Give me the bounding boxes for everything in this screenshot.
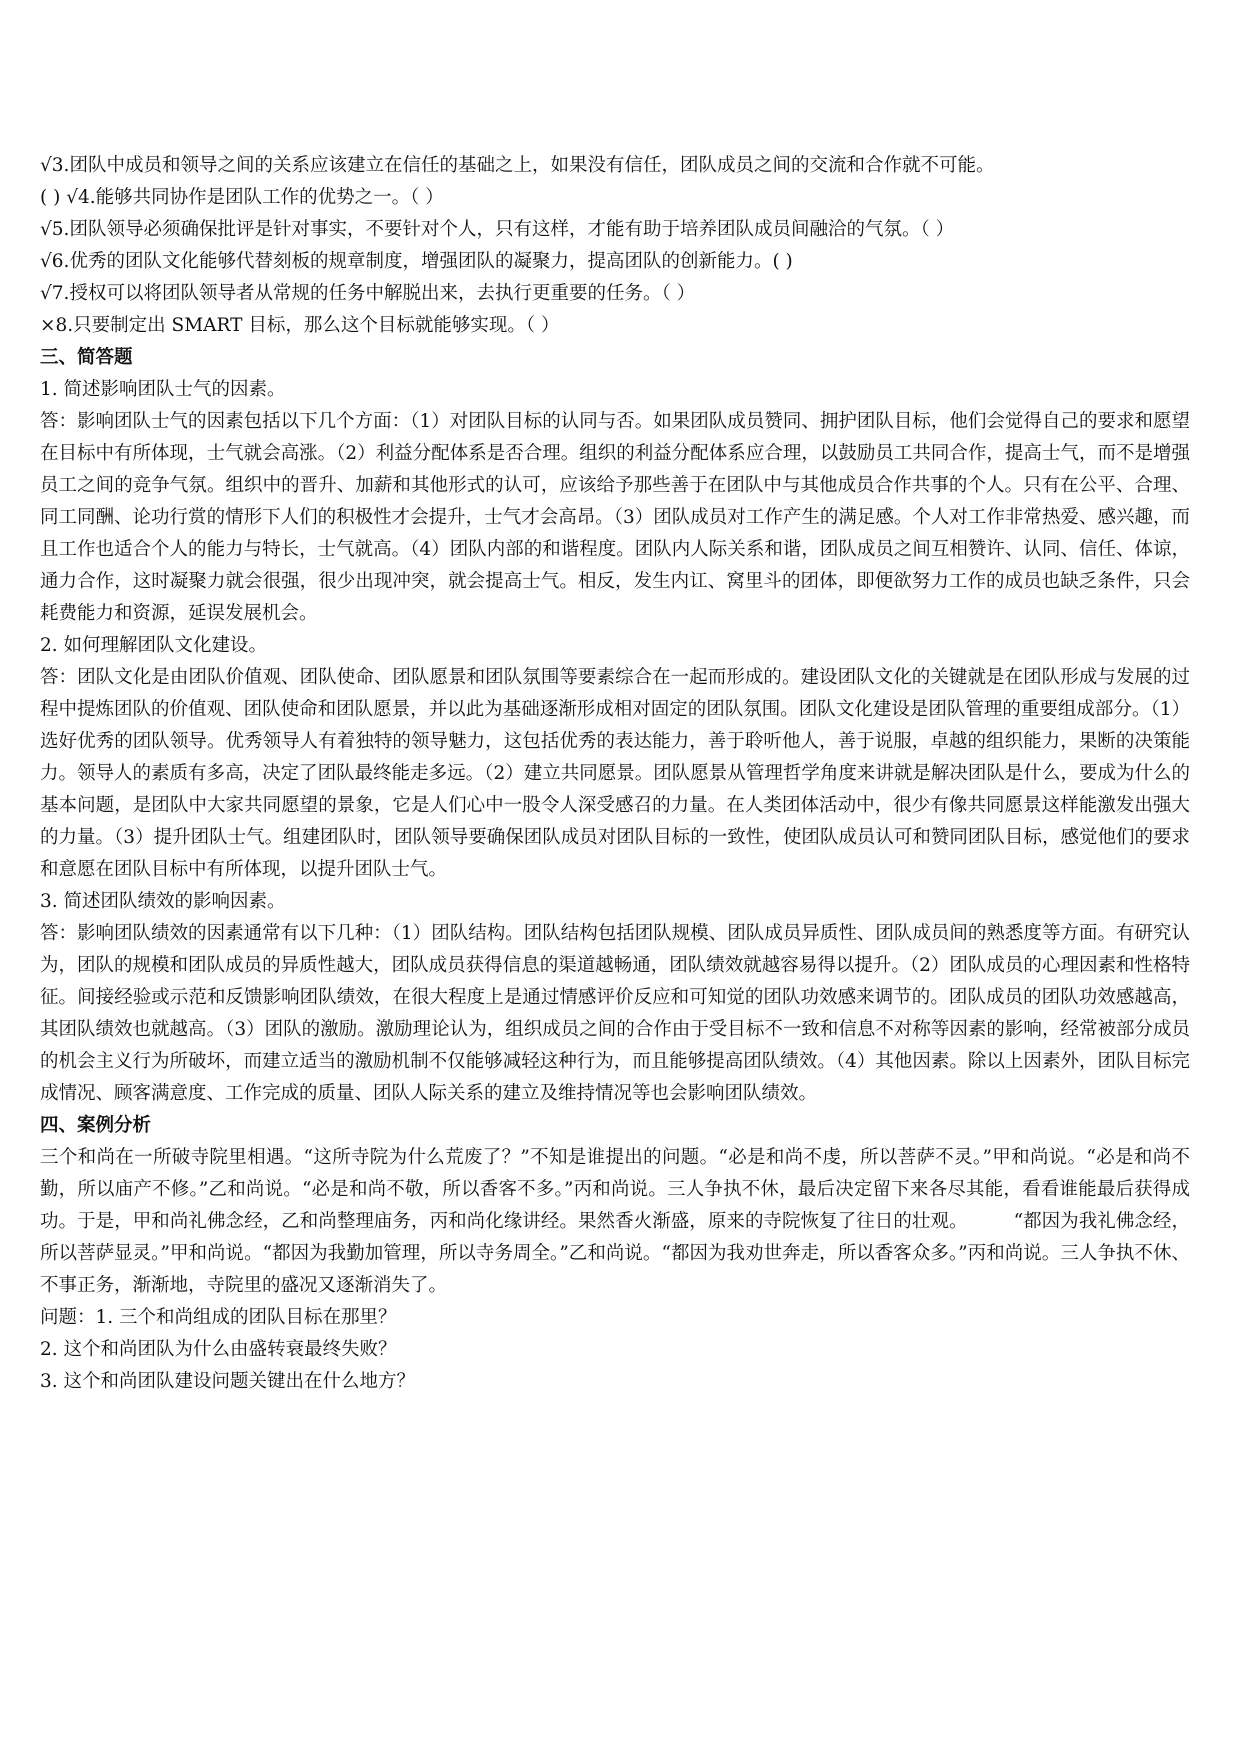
judgment-item-4: ( ) √4.能够共同协作是团队工作的优势之一。（ ） (40, 187, 444, 208)
answer-1: 答：影响团队士气的因素包括以下几个方面：（1）对团队目标的认同与否。如果团队成员赞同、拥护团队目标，他们会觉得自己的要求和愿望在目标中有所体现，士气就会高涨。（2）利益分配体系是否合理。组织的利益分配体系应合理，以鼓励员工共同合作，提高士气，而不是增强员工之间的竞争气氛。组织中的晋升、加薪和其他形式的认可，应该给予那些善于在团队中与其他成员合作共事的个人。只有在公平、合理、同工同酬、论功行赏的情形下人们的积极性才会提升，士气才会高昂。（3）团队成员对工作产生的满足感。个人对工作非常热爱、感兴趣，而且工作也适合个人的能力与特长，士气就高。（4）团队内部的和谐程度。团队内人际关系和谐，团队成员之间互相赞许、认同、信任、体谅，通力合作，这时凝聚力就会很强，很少出现冲突，就会提高士气。相反，发生内讧、窝里斗的团体，即便欲努力工作的成员也缺乏条件，只会耗费能力和资源，延误发展机会。 (40, 411, 1190, 624)
case-question-1: 问题：1. 三个和尚组成的团队目标在那里？ (40, 1307, 397, 1328)
case-text-part-1: 三个和尚在一所破寺院里相遇。“这所寺院为什么荒废了？”不知是谁提出的问题。“必是和尚不虔，所以菩萨不灵。”甲和尚说。“必是和尚不勤，所以庙产不修。”乙和尚说。“必是和尚不敬，所以香客不多。”丙和尚说。三人争执不休，最后决定留下来各尽其能，看看谁能最后获得成功。于是，甲和尚礼佛念经，乙和尚整理庙务，丙和尚化缘讲经。果然香火渐盛，原来的寺院恢复了往日的壮观。 (40, 1147, 1190, 1232)
section-title-short-answer: 三、简答题 (40, 347, 133, 368)
case-question-3: 3. 这个和尚团队建设问题关键出在什么地方？ (40, 1371, 416, 1392)
judgment-item-3: √3.团队中成员和领导之间的关系应该建立在信任的基础之上，如果没有信任，团队成员之间的交流和合作就不可能。 (40, 155, 995, 176)
case-text-part-2: “都因为我礼佛念经，所以菩萨显灵。”甲和尚说。“都因为我勤加管理，所以寺务周全。”乙和尚说。“都因为我劝世奔走，所以香客众多。”丙和尚说。三人争执不休、不事正务，渐渐地，寺院里的盛况又逐渐消失了。 (40, 1211, 1190, 1296)
document-page (40, 150, 1190, 1398)
section-title-case-analysis: 四、案例分析 (40, 1115, 152, 1136)
judgment-item-8: ×8.只要制定出 SMART 目标，那么这个目标就能够实现。（ ） (40, 315, 560, 336)
judgment-item-7: √7.授权可以将团队领导者从常规的任务中解脱出来，去执行更重要的任务。（ ） (40, 283, 696, 304)
case-text (40, 1142, 1190, 1302)
answer-3: 答：影响团队绩效的因素通常有以下几种：（1）团队结构。团队结构包括团队规模、团队成员异质性、团队成员间的熟悉度等方面。有研究认为，团队的规模和团队成员的异质性越大，团队成员获得信息的渠道越畅通，团队绩效就越容易得以提升。（2）团队成员的心理因素和性格特征。间接经验或示范和反馈影响团队绩效，在很大程度上是通过情感评价反应和可知觉的团队功效感来调节的。团队成员的团队功效感越高，其团队绩效也就越高。（3）团队的激励。激励理论认为，组织成员之间的合作由于受目标不一致和信息不对称等因素的影响，经常被部分成员的机会主义行为所破坏，而建立适当的激励机制不仅能够减轻这种行为，而且能够提高团队绩效。（4）其他因素。除以上因素外，团队目标完成情况、顾客满意度、工作完成的质量、团队人际关系的建立及维持情况等也会影响团队绩效。 (40, 923, 1190, 1104)
question-3: 3. 简述团队绩效的影响因素。 (40, 891, 286, 912)
answer-2: 答：团队文化是由团队价值观、团队使命、团队愿景和团队氛围等要素综合在一起而形成的。建设团队文化的关键就是在团队形成与发展的过程中提炼团队的价值观、团队使命和团队愿景，并以此为基础逐渐形成相对固定的团队氛围。团队文化建设是团队管理的重要组成部分。（1）选好优秀的团队领导。优秀领导人有着独特的领导魅力，这包括优秀的表达能力，善于聆听他人，善于说服，卓越的组织能力，果断的决策能力。领导人的素质有多高，决定了团队最终能走多远。（2）建立共同愿景。团队愿景从管理哲学角度来讲就是解决团队是什么，要成为什么的基本问题，是团队中大家共同愿望的景象，它是人们心中一股令人深受感召的力量。在人类团体活动中，很少有像共同愿景这样能激发出强大的力量。（3）提升团队士气。组建团队时，团队领导要确保团队成员对团队目标的一致性，使团队成员认可和赞同团队目标，感觉他们的要求和意愿在团队目标中有所体现，以提升团队士气。 (40, 667, 1190, 880)
judgment-item-5: √5.团队领导必须确保批评是针对事实，不要针对个人，只有这样，才能有助于培养团队成员间融洽的气氛。（ ） (40, 219, 955, 240)
question-1: 1. 简述影响团队士气的因素。 (40, 379, 286, 400)
judgment-item-6: √6.优秀的团队文化能够代替刻板的规章制度，增强团队的凝聚力，提高团队的创新能力。( ) (40, 251, 793, 272)
case-question-2: 2. 这个和尚团队为什么由盛转衰最终失败？ (40, 1339, 397, 1360)
question-2: 2. 如何理解团队文化建设。 (40, 635, 268, 656)
